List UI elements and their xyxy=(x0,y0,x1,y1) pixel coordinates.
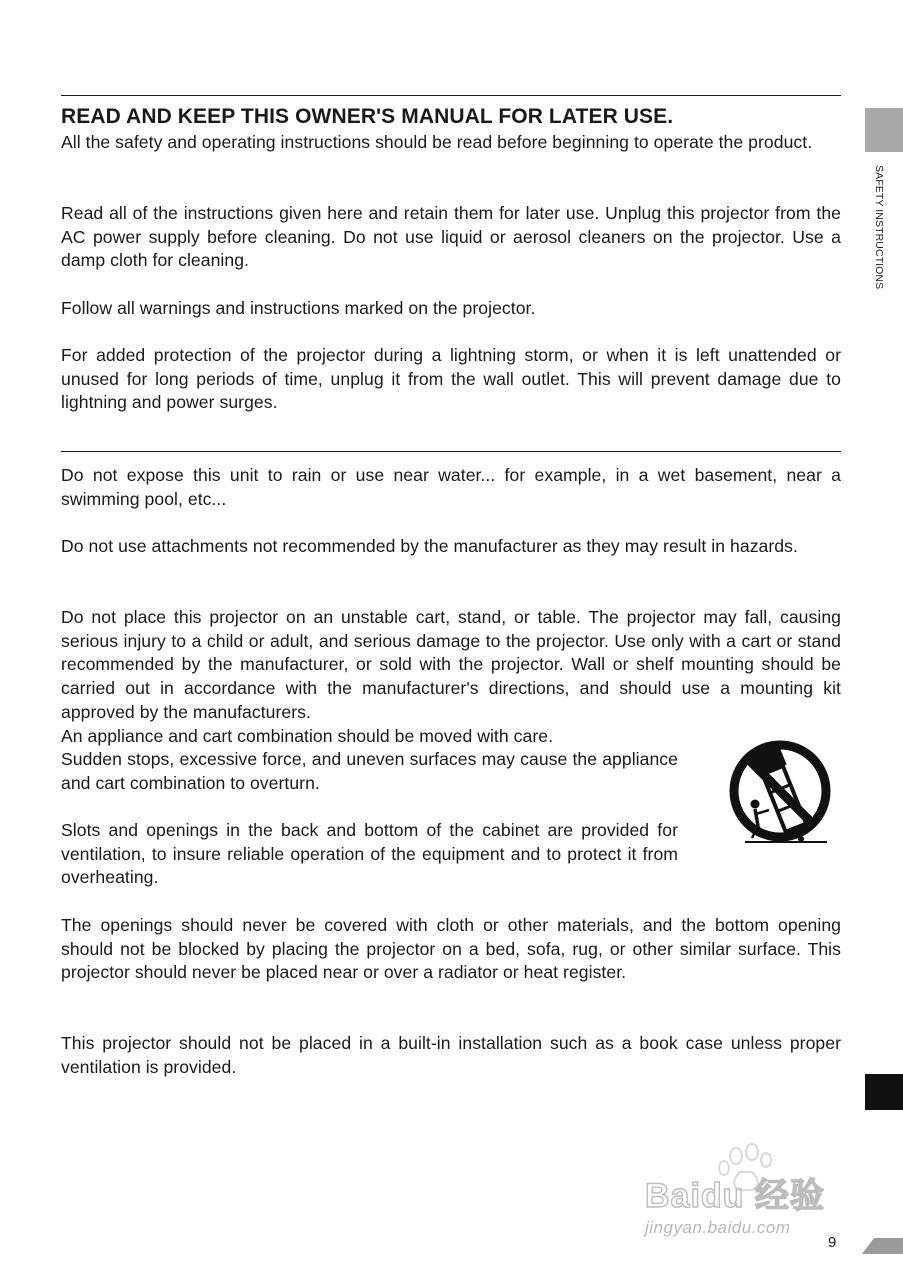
para-attachments: Do not use attachments not recommended by the manufacturer as they may result in hazards. xyxy=(61,536,798,556)
para-openings-covered: The openings should never be covered with cloth or other materials, and the bottom opening should not be blocked by placing the projector on a bed, sofa, rug, or other similar surface. This projector should never be placed near or over a radiator or heat register. xyxy=(61,915,841,983)
page-heading: READ AND KEEP THIS OWNER'S MANUAL FOR LATER USE. xyxy=(61,105,674,128)
side-tab-black xyxy=(865,1074,903,1110)
para-unplug-cleaning: Read all of the instructions given here and retain them for later use. Unplug this projector from the AC power supply before cleaning. Do not use liquid or aerosol cleaners on the projector. Use a damp cloth for cleaning. xyxy=(61,203,841,271)
para-water: Do not expose this unit to rain or use near water... for example, in a wet basement, near a swimming pool, etc... xyxy=(61,465,841,509)
watermark-logo: Baidu 经验 xyxy=(645,1177,825,1215)
cart-tip-over-warning-icon xyxy=(723,738,849,848)
top-rule xyxy=(61,95,841,96)
para-built-in: This projector should not be placed in a built-in installation such as a book case unless proper ventilation is provided. xyxy=(61,1033,841,1077)
corner-tab xyxy=(862,1238,903,1254)
page-number: 9 xyxy=(828,1234,837,1251)
para-move-with-care: An appliance and cart combination should be moved with care. xyxy=(61,726,554,746)
side-tab-grey xyxy=(865,108,903,152)
para-follow-warnings: Follow all warnings and instructions marked on the projector. xyxy=(61,298,536,318)
watermark-url: jingyan.baidu.com xyxy=(645,1218,791,1237)
middle-rule xyxy=(61,451,841,452)
section-side-label: SAFETY INSTRUCTIONS xyxy=(873,165,885,290)
para-read-instructions: All the safety and operating instructions should be read before beginning to operate the product. xyxy=(61,132,813,152)
para-ventilation-slots: Slots and openings in the back and bottom of the cabinet are provided for ventilation, to insure reliable operation of the equipment and to protect it from overheating. xyxy=(61,820,678,888)
para-unstable-cart: Do not place this projector on an unstable cart, stand, or table. The projector may fall, causing serious injury to a child or adult, and serious damage to the projector. Use only with a cart or stand recommended by the manufacturer, or sold with the projector. Wall or shelf mounting should be carried out in accordance with the manufacturer's directions, and should use a mounting kit approved by the manufacturers. xyxy=(61,607,841,722)
para-sudden-stops: Sudden stops, excessive force, and uneven surfaces may cause the appliance and cart combination to overturn. xyxy=(61,749,678,793)
para-lightning: For added protection of the projector during a lightning storm, or when it is left unattended or unused for long periods of time, unplug it from the wall outlet. This will prevent damage due to lightning and power surges. xyxy=(61,345,841,413)
